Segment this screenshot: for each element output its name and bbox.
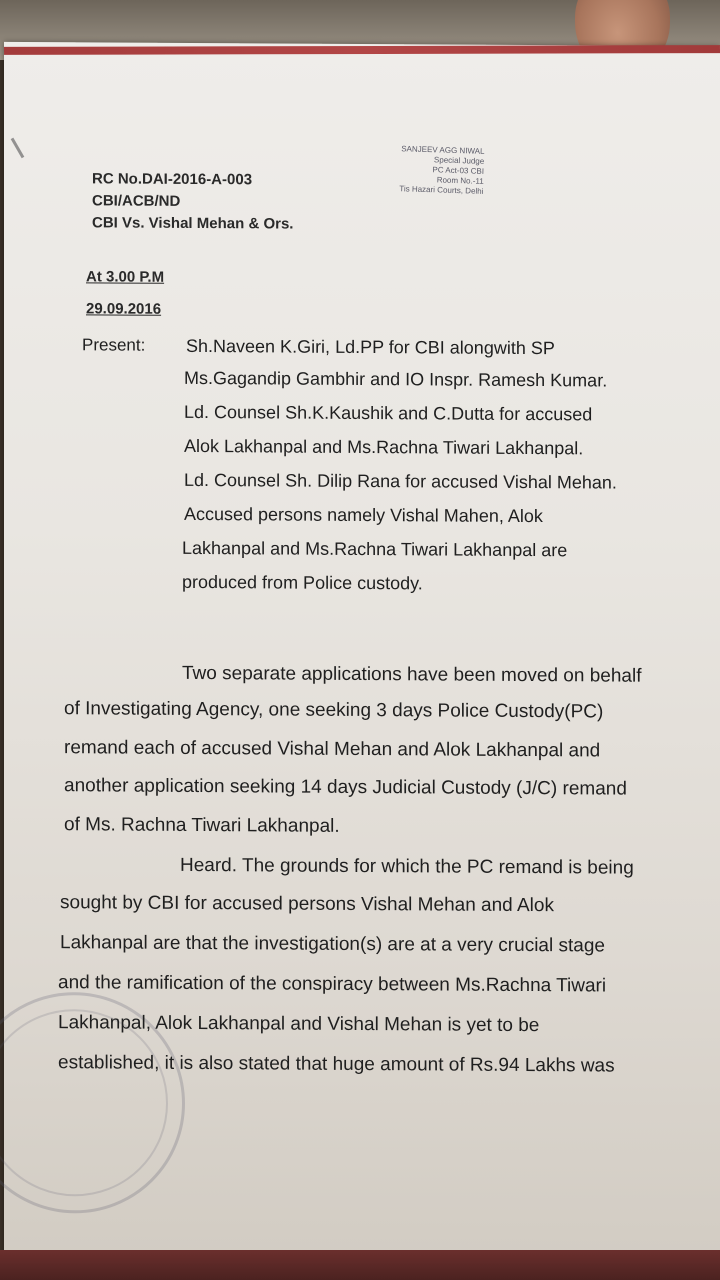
- paragraph-line: another application seeking 14 days Judicial Custody (J/C) remand: [64, 775, 627, 800]
- session-date: 29.09.2016: [86, 300, 162, 318]
- stamp-line: PC Act-03 CBI: [432, 165, 485, 176]
- present-line: Accused persons namely Vishal Mahen, Alok: [184, 503, 543, 527]
- paragraph-line: of Ms. Rachna Tiwari Lakhanpal.: [64, 814, 340, 837]
- paragraph-line: and the ramification of the conspiracy between Ms.Rachna Tiwari: [58, 972, 607, 997]
- stamp-line: SANJEEV AGG NIWAL: [401, 144, 485, 156]
- paragraph-line: established, it is also stated that huge amount of Rs.94 Lakhs was: [58, 1052, 615, 1077]
- present-line: Ms.Gagandip Gambhir and IO Inspr. Ramesh Kumar.: [184, 367, 608, 391]
- present-line: Ld. Counsel Sh. Dilip Rana for accused Vishal Mehan.: [184, 469, 617, 493]
- paragraph-line: Heard. The grounds for which the PC remand is being: [180, 854, 634, 879]
- present-line: Lakhanpal and Ms.Rachna Tiwari Lakhanpal are: [182, 537, 568, 561]
- stamp-line: Special Judge: [433, 155, 485, 166]
- paragraph-line: of Investigating Agency, one seeking 3 days Police Custody(PC): [64, 698, 604, 723]
- present-line: produced from Police custody.: [182, 571, 423, 594]
- document-page: [4, 42, 720, 1258]
- session-time: At 3.00 P.M: [86, 268, 165, 286]
- present-line: Sh.Naveen K.Giri, Ld.PP for CBI alongwith SP: [186, 335, 555, 359]
- stamp-line: Tis Hazari Courts, Delhi: [399, 184, 484, 196]
- paragraph-line: Two separate applications have been moved on behalf: [182, 662, 642, 687]
- stamp-line: Room No.-11: [436, 175, 484, 186]
- present-label: Present:: [82, 335, 146, 355]
- background-surface-bottom: [0, 1250, 720, 1280]
- present-line: Ld. Counsel Sh.K.Kaushik and C.Dutta for accused: [184, 401, 593, 425]
- paragraph-line: remand each of accused Vishal Mehan and Alok Lakhanpal and: [64, 737, 601, 762]
- branch-code: CBI/ACB/ND: [92, 192, 181, 210]
- paragraph-line: Lakhanpal are that the investigation(s) are at a very crucial stage: [60, 932, 605, 957]
- paragraph-line: Lakhanpal, Alok Lakhanpal and Vishal Mehan is yet to be: [58, 1012, 540, 1037]
- present-line: Alok Lakhanpal and Ms.Rachna Tiwari Lakhanpal.: [184, 435, 584, 459]
- judge-stamp: [318, 142, 484, 197]
- document-content: [4, 42, 720, 1258]
- case-title: CBI Vs. Vishal Mehan & Ors.: [92, 214, 294, 233]
- rc-number: RC No.DAI-2016-A-003: [92, 170, 253, 189]
- paragraph-line: sought by CBI for accused persons Vishal Mehan and Alok: [60, 892, 554, 917]
